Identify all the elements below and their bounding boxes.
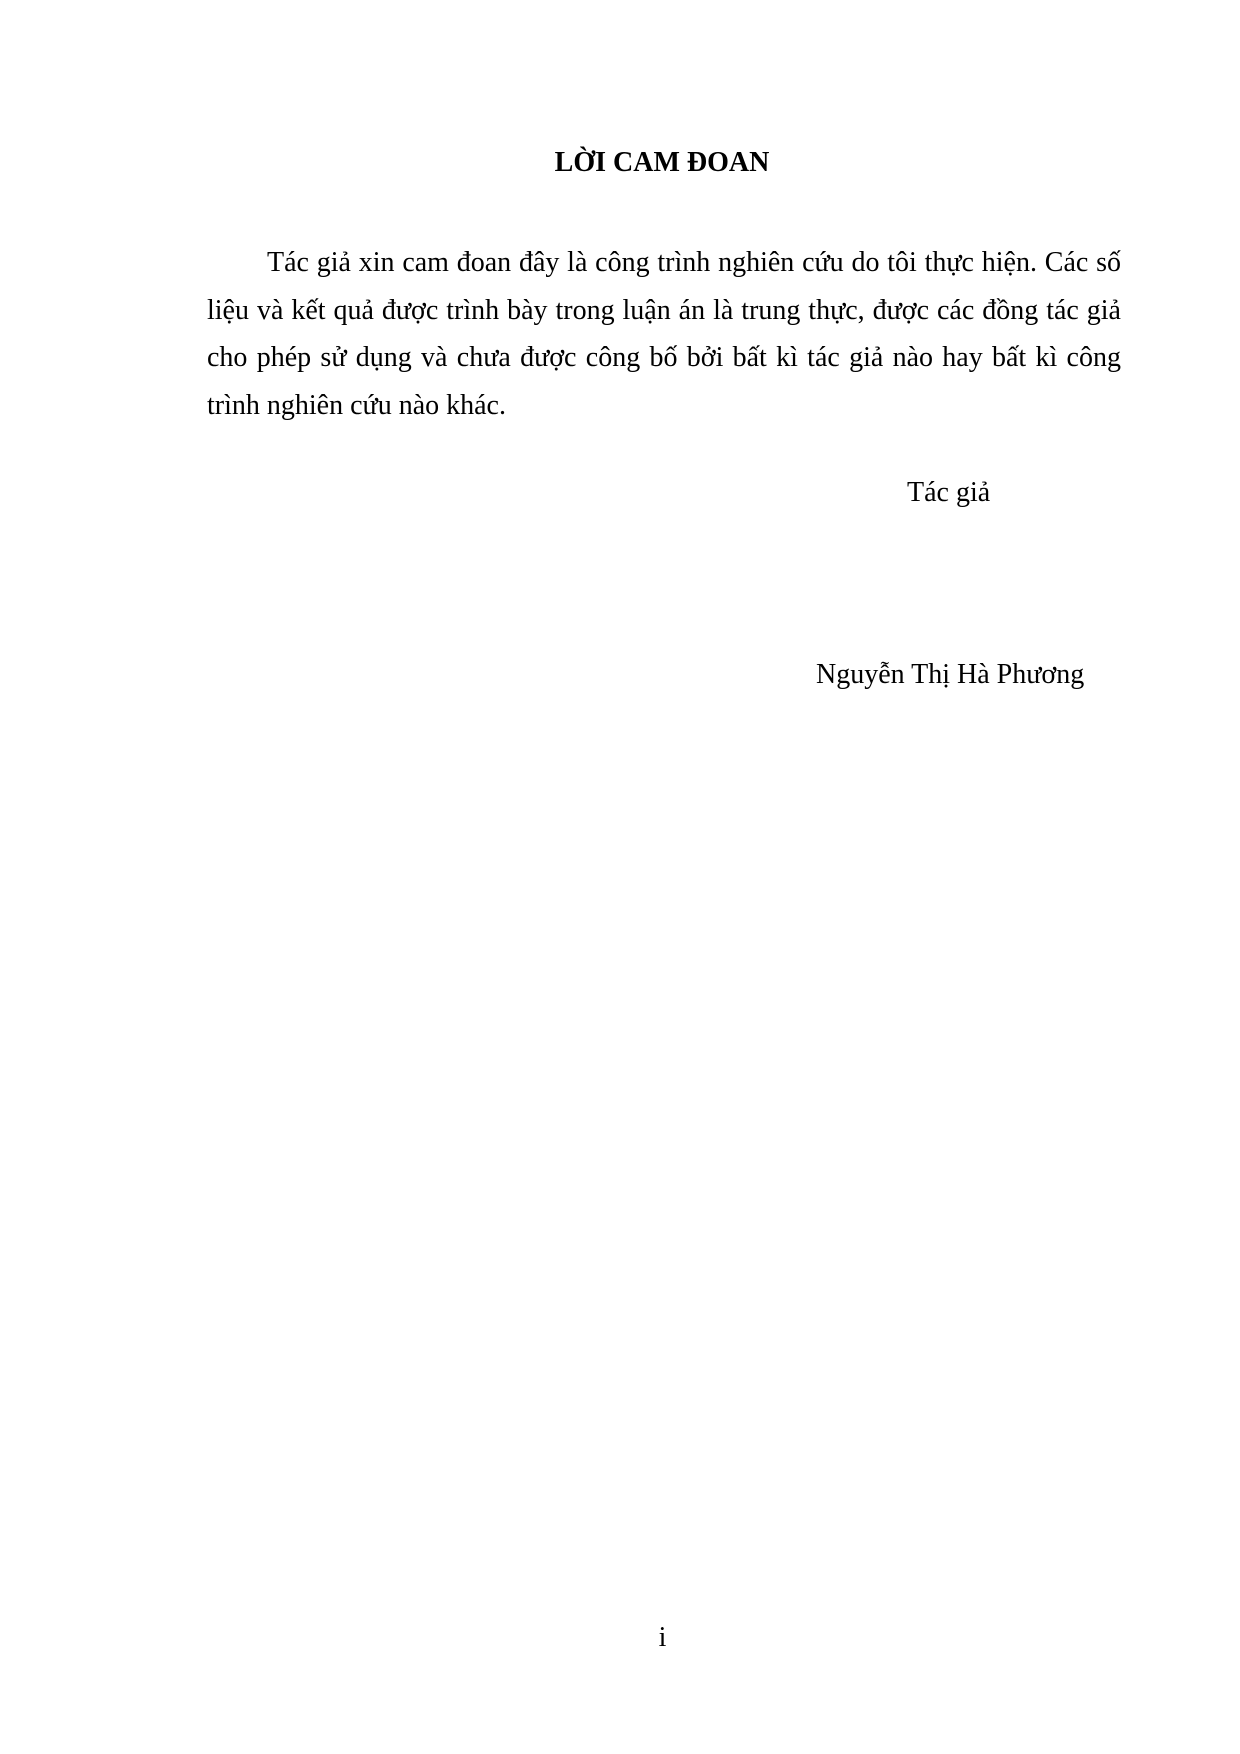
declaration-paragraph: Tác giả xin cam đoan đây là công trình nghiên cứu do tôi thực hiện. Các số liệu và kết quả được trình bày trong luận án là trung thực, được các đồng tác giả cho phép sử dụng và chưa được công bố bởi bất kì tác giả nào hay bất kì công trình nghiên cứu nào khác. <box>207 247 1121 421</box>
page-number: i <box>658 1622 667 1653</box>
author-name: Nguyễn Thị Hà Phương <box>816 659 1085 690</box>
author-label: Tác giả <box>907 477 991 508</box>
page-title: LỜI CAM ĐOAN <box>554 147 770 178</box>
